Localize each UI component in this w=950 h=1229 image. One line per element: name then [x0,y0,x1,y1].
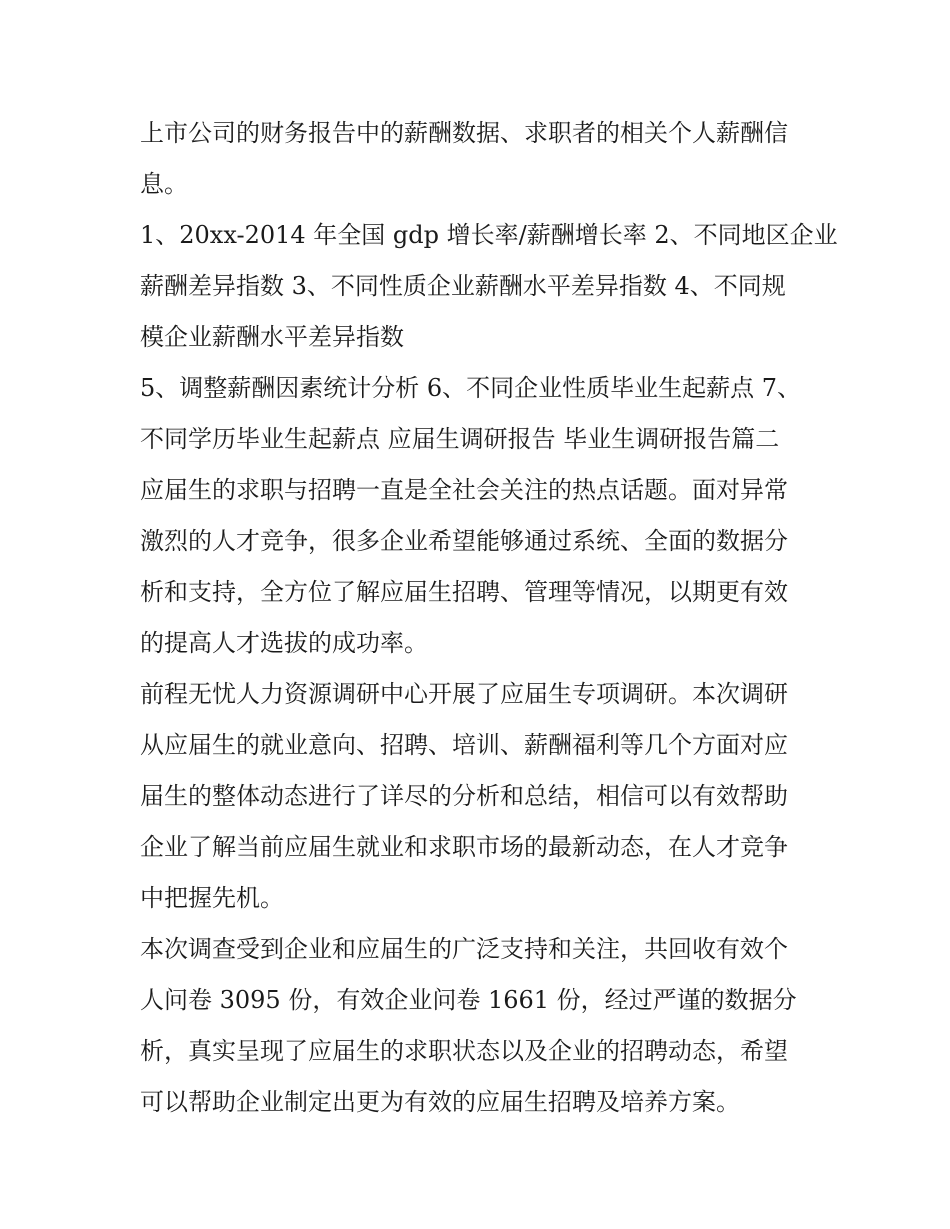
text-line: 从应届生的就业意向、招聘、培训、薪酬福利等几个方面对应 [140,731,788,759]
document-body [140,108,838,1128]
text-line: 企业了解当前应届生就业和求职市场的最新动态，在人才竞争 [140,833,788,861]
text-line: 人问卷 3095 份，有效企业问卷 1661 份，经过严谨的数据分 [140,986,797,1014]
text-line: 息。 [140,170,188,198]
text-line: 析，真实呈现了应届生的求职状态以及企业的招聘动态，希望 [140,1037,788,1065]
text-line: 的提高人才选拔的成功率。 [140,629,428,657]
text-line: 本次调查受到企业和应届生的广泛支持和关注，共回收有效个 [140,935,788,963]
text-line: 激烈的人才竞争，很多企业希望能够通过系统、全面的数据分 [140,527,788,555]
text-line: 上市公司的财务报告中的薪酬数据、求职者的相关个人薪酬信 [140,119,788,147]
text-line: 可以帮助企业制定出更为有效的应届生招聘及培养方案。 [140,1088,740,1116]
text-line: 模企业薪酬水平差异指数 [140,323,404,351]
text-line: 1、20xx-2014 年全国 gdp 增长率/薪酬增长率 2、不同地区企业 [140,221,838,249]
text-line: 不同学历毕业生起薪点 应届生调研报告 毕业生调研报告篇二 [140,425,780,453]
text-line: 薪酬差异指数 3、不同性质企业薪酬水平差异指数 4、不同规 [140,272,786,300]
text-line: 前程无忧人力资源调研中心开展了应届生专项调研。本次调研 [140,680,788,708]
text-line: 析和支持，全方位了解应届生招聘、管理等情况，以期更有效 [140,578,788,606]
text-line: 5、调整薪酬因素统计分析 6、不同企业性质毕业生起薪点 7、 [140,374,802,402]
text-line: 届生的整体动态进行了详尽的分析和总结，相信可以有效帮助 [140,782,788,810]
text-line: 应届生的求职与招聘一直是全社会关注的热点话题。面对异常 [140,476,788,504]
text-line: 中把握先机。 [140,884,284,912]
